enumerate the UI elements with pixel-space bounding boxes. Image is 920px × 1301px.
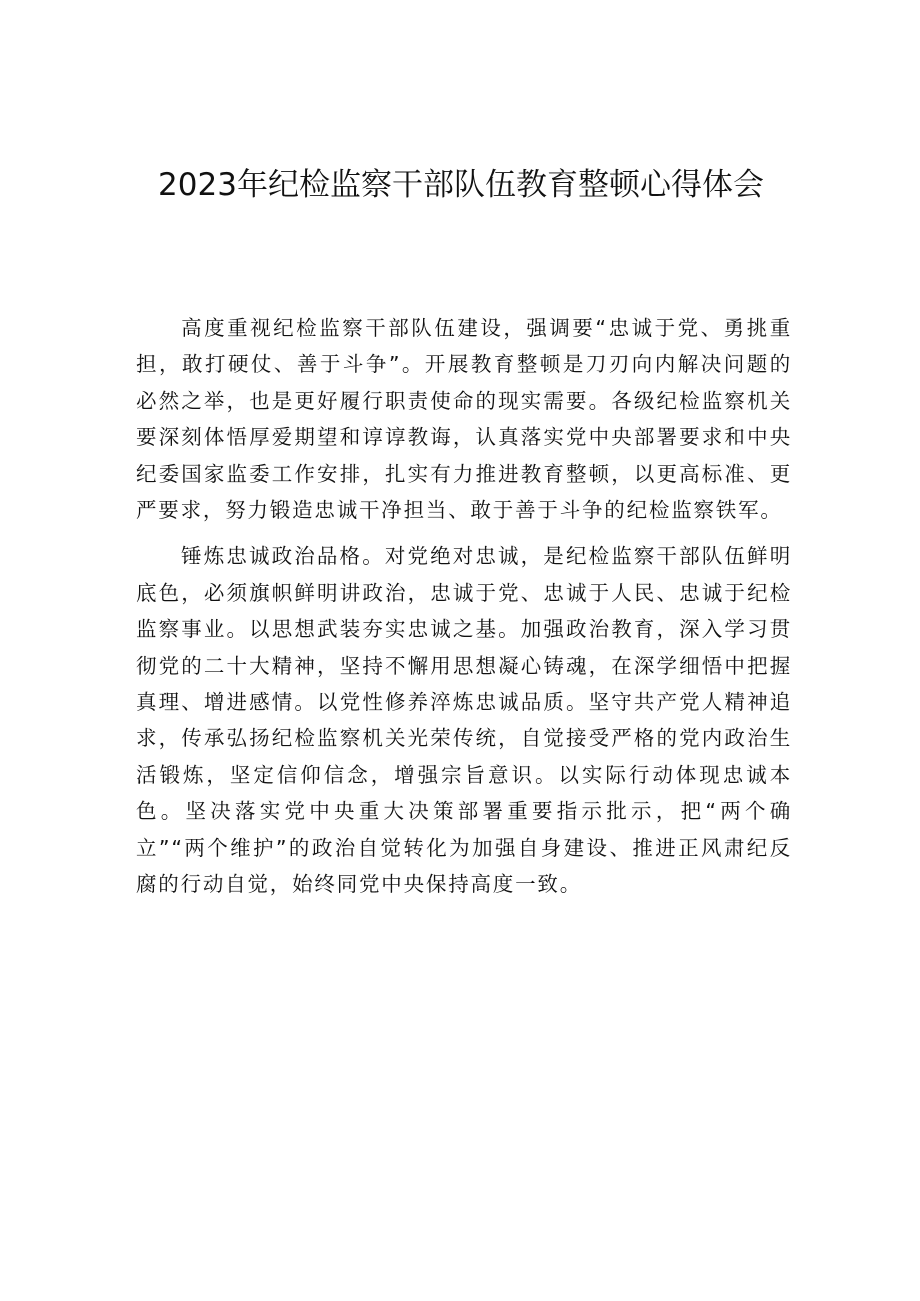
document-body <box>136 310 792 913</box>
paragraph-1: 高度重视纪检监察干部队伍建设，强调要“忠诚于党、勇挑重担，敢打硬仗、善于斗争”。开展教育整顿是刀刃向内解决问题的必然之举，也是更好履行职责使命的现实需要。各级纪检监察机关要深刻体悟厚爱期望和谆谆教诲，认真落实党中央部署要求和中央纪委国家监委工作安排，扎实有力推进教育整顿，以更高标准、更严要求，努力锻造忠诚干净担当、敢于善于斗争的纪检监察铁军。 <box>136 316 792 523</box>
paragraph-2: 锤炼忠诚政治品格。对党绝对忠诚，是纪检监察干部队伍鲜明底色，必须旗帜鲜明讲政治，忠诚于党、忠诚于人民、忠诚于纪检监察事业。以思想武装夯实忠诚之基。加强政治教育，深入学习贯彻党的二十大精神，坚持不懈用思想凝心铸魂，在深学细悟中把握真理、增进感情。以党性修养淬炼忠诚品质。坚守共产党人精神追求，传承弘扬纪检监察机关光荣传统，自觉接受严格的党内政治生活锻炼，坚定信仰信念，增强宗旨意识。以实际行动体现忠诚本色。坚决落实党中央重大决策部署重要指示批示，把“两个确立”“两个维护”的政治自觉转化为加强自身建设、推进正风肃纪反腐的行动自觉，始终同党中央保持高度一致。 <box>136 544 792 897</box>
document-title: 2023年纪检监察干部队伍教育整顿心得体会 <box>158 167 764 203</box>
